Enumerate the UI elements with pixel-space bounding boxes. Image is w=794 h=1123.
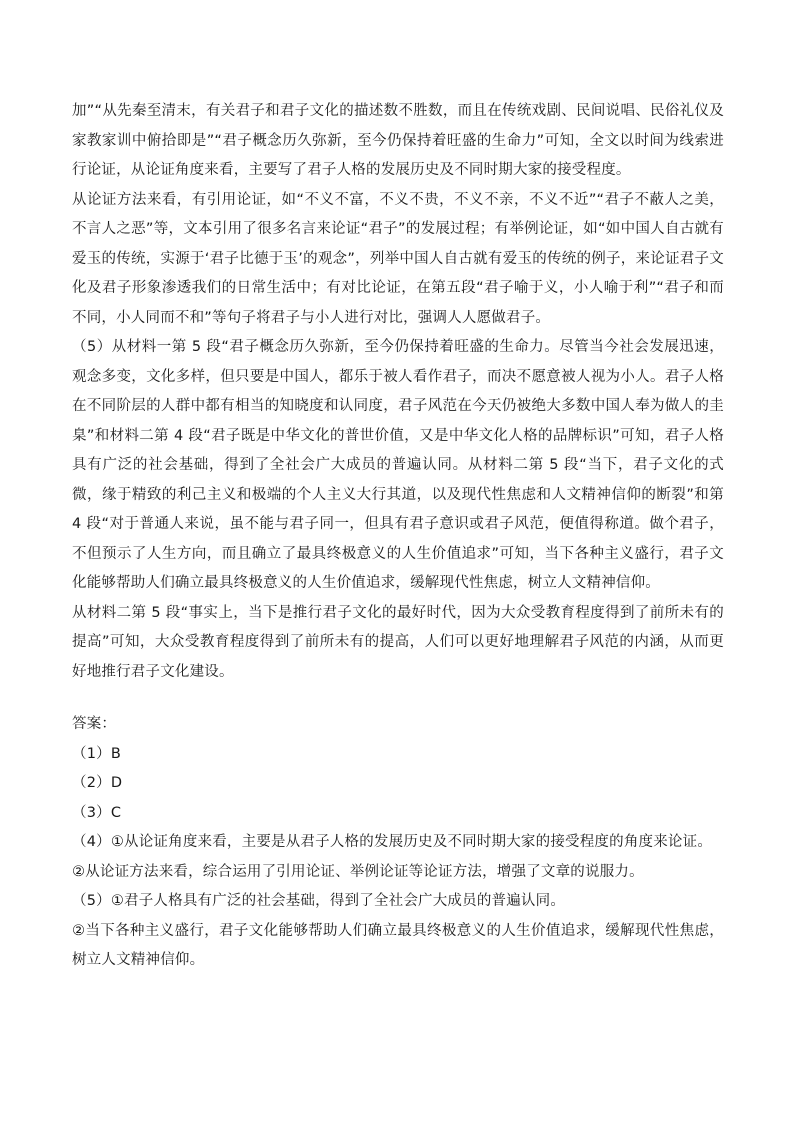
answer-item-1: （1）B [72, 745, 121, 762]
analysis-paragraph-2: 从论证方法来看，有引用论证，如“不义不富，不义不贵，不义不亲，不义不近”“君子不蔽人之美，不言人之恶”等，文本引用了很多名言来论证“君子”的发展过程；有举例论证，如“如中国人自古就有爱玉的传统，实源于‘君子比德于玉’的观念”，列举中国人自古就有爱玉的传统的例子，来论证君子文化及君子形象渗透我们的日常生活中；有对比论证，在第五段“君子喻于义，小人喻于利”“君子和而不同，小人同而不和”等句子将君子与小人进行对比，强调人人愿做君子。 [72, 191, 724, 326]
section-spacer [72, 687, 724, 710]
document-page [72, 97, 724, 976]
answer-section [72, 710, 724, 976]
analysis-paragraph-4: 从材料二第 5 段“事实上，当下是推行君子文化的最好时代，因为大众受教育程度得到了前所未有的提高”可知，大众受教育程度得到了前所未有的提高，人们可以更好地理解君子风范的内涵，从而更好地推行君子文化建设。 [72, 604, 724, 680]
answer-item-4b: ②从论证方法来看，综合运用了引用论证、举例论证等论证方法，增强了文章的说服力。 [72, 863, 644, 880]
answer-item-5a: （5）①君子人格具有广泛的社会基础，得到了全社会广大成员的普遍认同。 [72, 893, 566, 909]
answer-item-4a: （4）①从论证角度来看，主要是从君子人格的发展历史及不同时期大家的接受程度的角度来论证。 [72, 834, 713, 850]
analysis-paragraph-1: 加”“从先秦至清末，有关君子和君子文化的描述数不胜数，而且在传统戏剧、民间说唱、民俗礼仪及家教家训中俯拾即是”“君子概念历久弥新，至今仍保持着旺盛的生命力”可知，全文以时间为线索进行论证，从论证角度来看，主要写了君子人格的发展历史及不同时期大家的接受程度。 [72, 103, 724, 178]
answer-item-2: （2）D [72, 775, 123, 791]
answer-heading: 答案： [72, 716, 117, 732]
answer-item-5b: ②当下各种主义盛行，君子文化能够帮助人们确立最具终极意义的人生价值追求，缓解现代性焦虑，树立人文精神信仰。 [72, 922, 724, 968]
answer-item-3: （3）C [72, 804, 122, 821]
analysis-paragraph-3: （5）从材料一第 5 段“君子概念历久弥新，至今仍保持着旺盛的生命力。尽管当今社会发展迅速，观念多变，文化多样，但只要是中国人，都乐于被人看作君子，而决不愿意被人视为小人。君子人格在不同阶层的人群中都有相当的知晓度和认同度，君子风范在今天仍被绝大多数中国人奉为做人的圭臬”和材料二第 4 段“君子既是中华文化的普世价值，又是中华文化人格的品牌标识”可知，君子人格具有广泛的社会基础，得到了全社会广大成员的普遍认同。从材料二第 5 段“当下，君子文化的式微，缘于精致的利己主义和极端的个人主义大行其道，以及现代性焦虑和人文精神信仰的断裂”和第 4 段“对于普通人来说，虽不能与君子同一，但具有君子意识或君子风范，便值得称道。做个君子，不但预示了人生方向，而且确立了最具终极意义的人生价值追求”可知，当下各种主义盛行，君子文化能够帮助人们确立最具终极意义的人生价值追求，缓解现代性焦虑，树立人文精神信仰。 [72, 339, 724, 591]
